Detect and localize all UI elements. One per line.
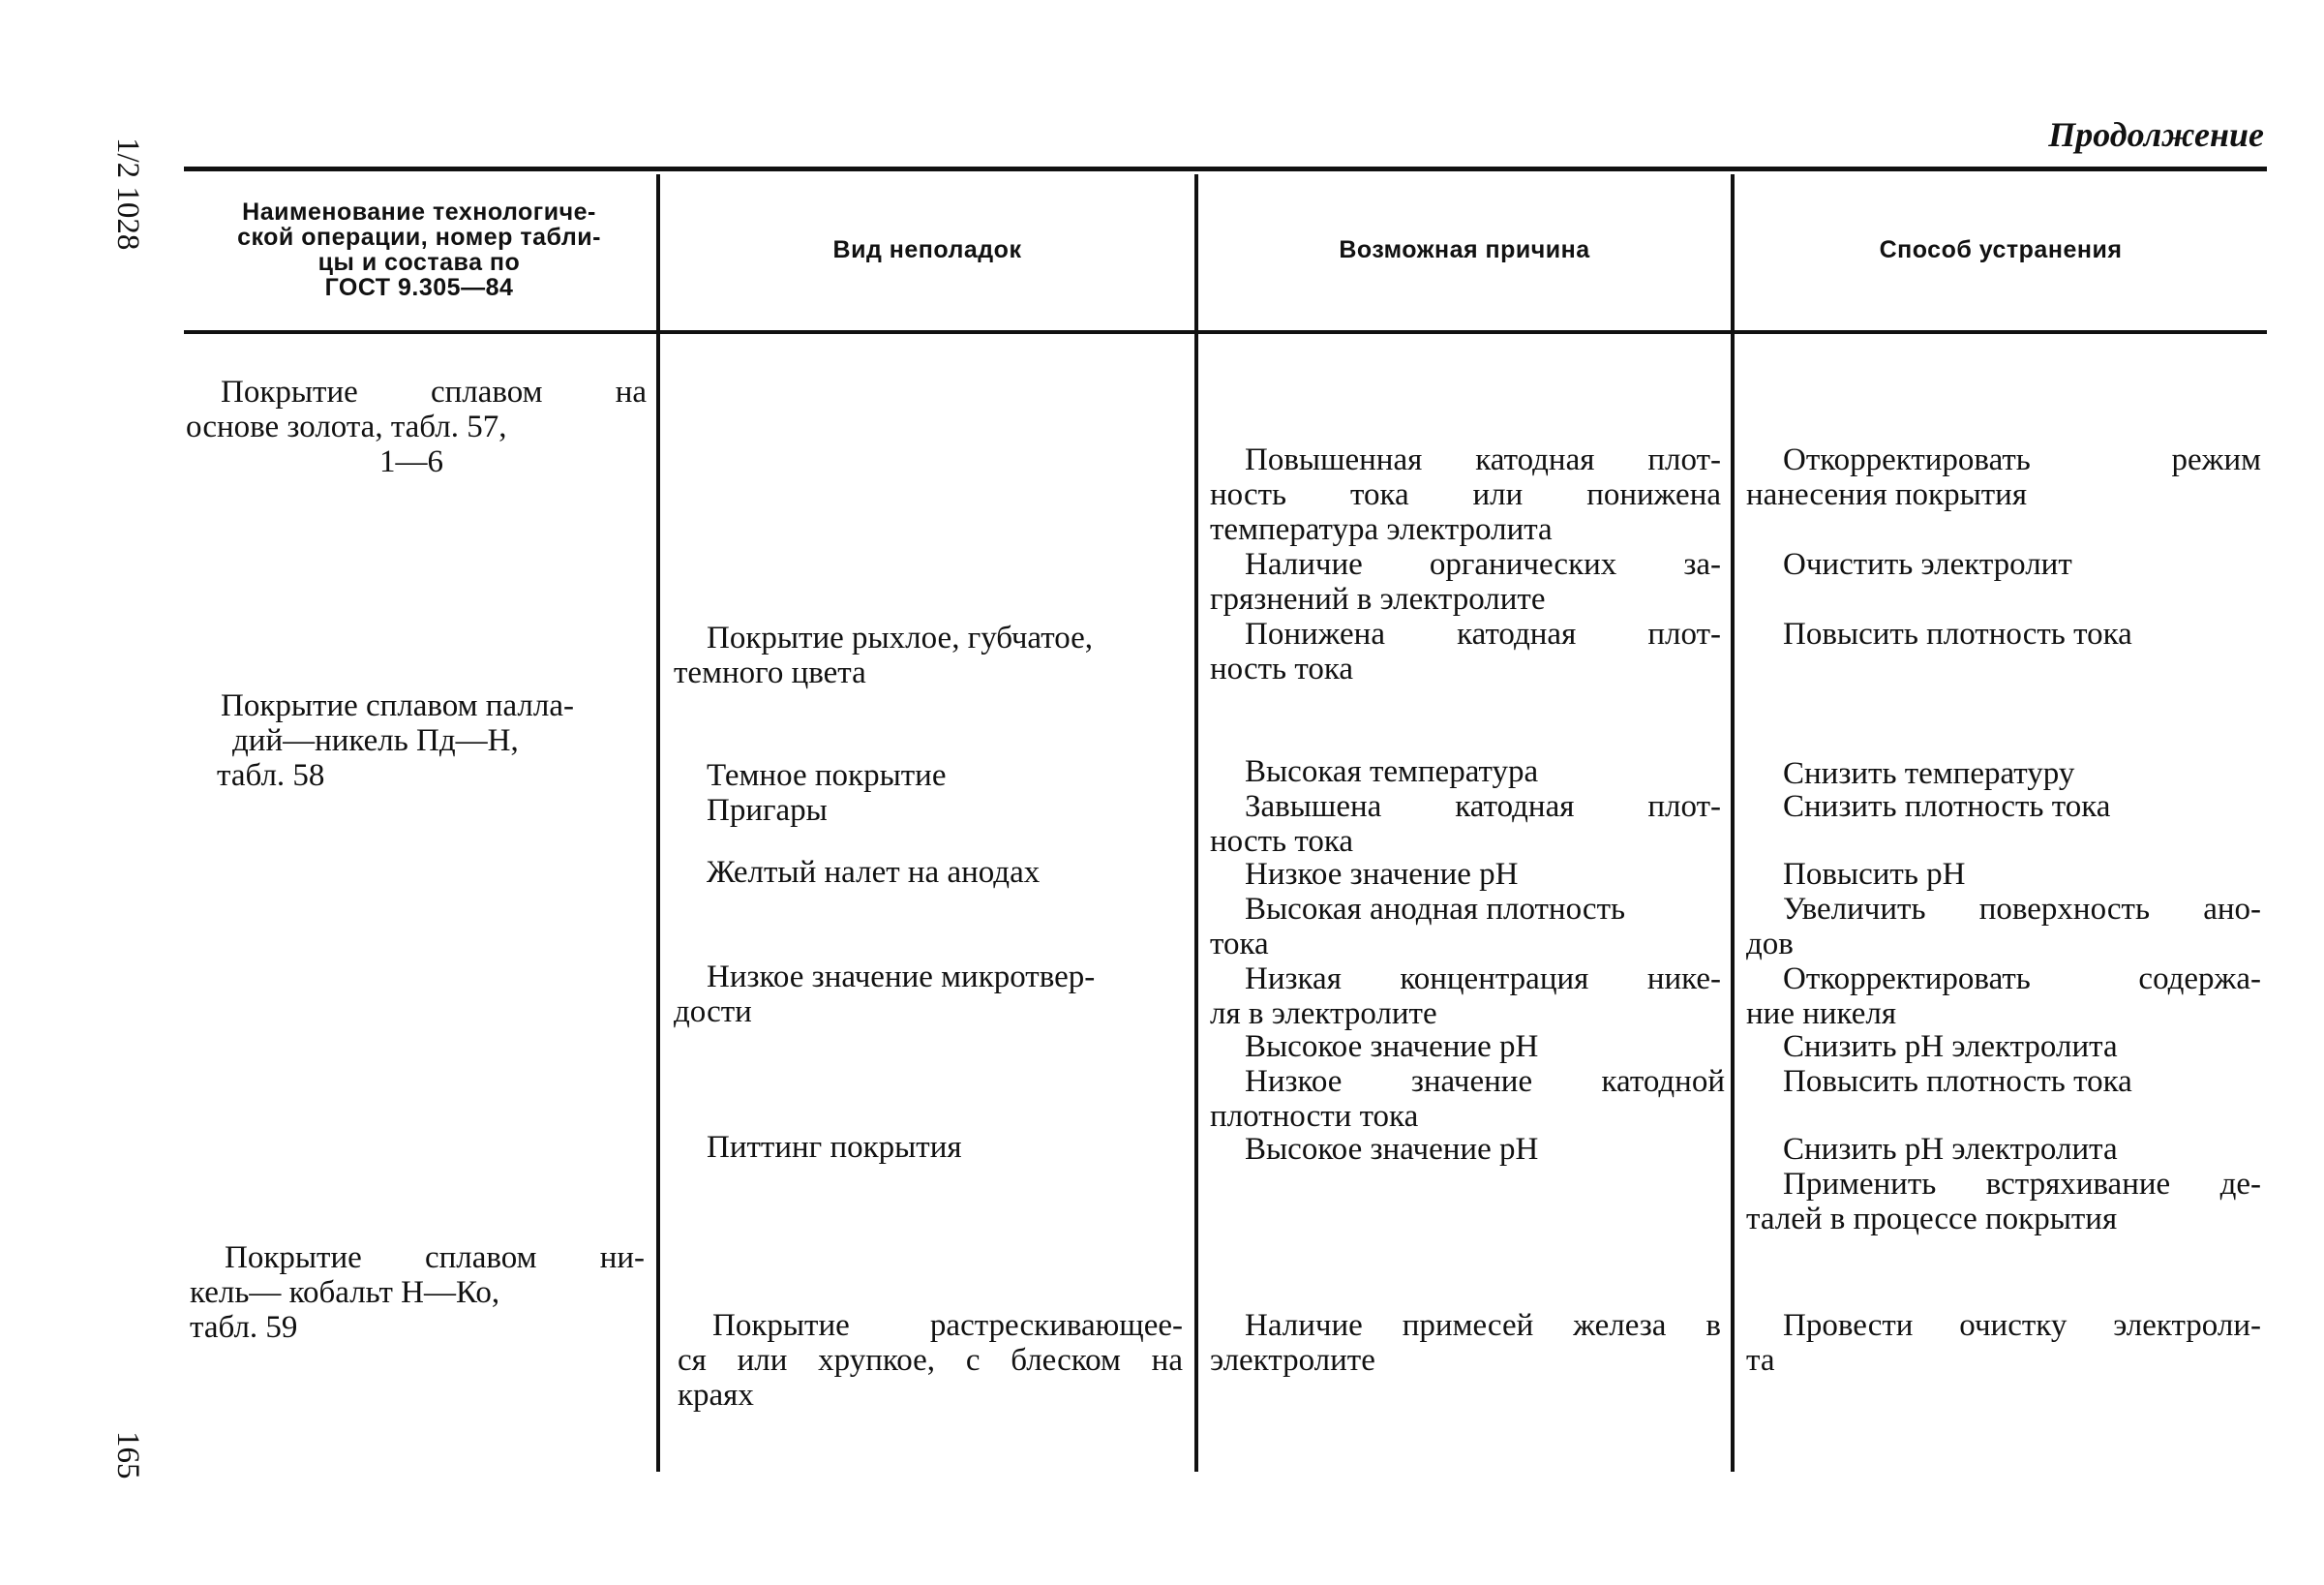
document-number: 1/2 1028 bbox=[110, 137, 145, 251]
defect-yellow-film: Желтый налет на анодах bbox=[707, 855, 1041, 890]
remedy-raise-current: Повысить плотность тока bbox=[1783, 617, 2132, 652]
continuation-label: Продолжение bbox=[2048, 115, 2264, 154]
remedy-lower-temperature: Снизить температуру bbox=[1783, 756, 2075, 791]
page-number: 165 bbox=[110, 1431, 145, 1479]
remedy-clean-electrolyte: Очистить электролит bbox=[1783, 547, 2072, 582]
cause-high-temperature: Высокая температура bbox=[1245, 754, 1539, 789]
column-divider-2 bbox=[1194, 174, 1198, 1472]
cause-low-ph: Низкое значение pH bbox=[1245, 857, 1519, 892]
remedy-lower-ph-2: Снизить pH электролита bbox=[1783, 1132, 2118, 1167]
cause-high-ph-2: Высокое значение pH bbox=[1245, 1132, 1539, 1167]
header-remedy: Способ устранения bbox=[1879, 236, 2123, 263]
column-divider-1 bbox=[656, 174, 660, 1472]
header-cause: Возможная причина bbox=[1339, 236, 1590, 263]
header-operation: Наименование технологиче- ской операции, номер табли- цы и состава по ГОСТ 9.305—84 bbox=[237, 198, 601, 301]
remedy-lower-current: Снизить плотность тока bbox=[1783, 789, 2111, 824]
defect-pitting: Питтинг покрытия bbox=[707, 1130, 962, 1165]
header-defect: Вид неполадок bbox=[832, 236, 1022, 263]
defect-dark-coating: Темное покрытие bbox=[707, 758, 947, 793]
header-bottom-rule bbox=[184, 330, 2267, 334]
remedy-lower-ph: Снизить pH электролита bbox=[1783, 1029, 2118, 1064]
remedy-raise-current-2: Повысить плотность тока bbox=[1783, 1064, 2132, 1099]
column-divider-3 bbox=[1731, 174, 1735, 1472]
remedy-raise-ph: Повысить pH bbox=[1783, 857, 1966, 892]
cause-high-ph: Высокое значение pH bbox=[1245, 1029, 1539, 1064]
defect-burns: Пригары bbox=[707, 793, 828, 828]
table-top-rule bbox=[184, 167, 2267, 171]
